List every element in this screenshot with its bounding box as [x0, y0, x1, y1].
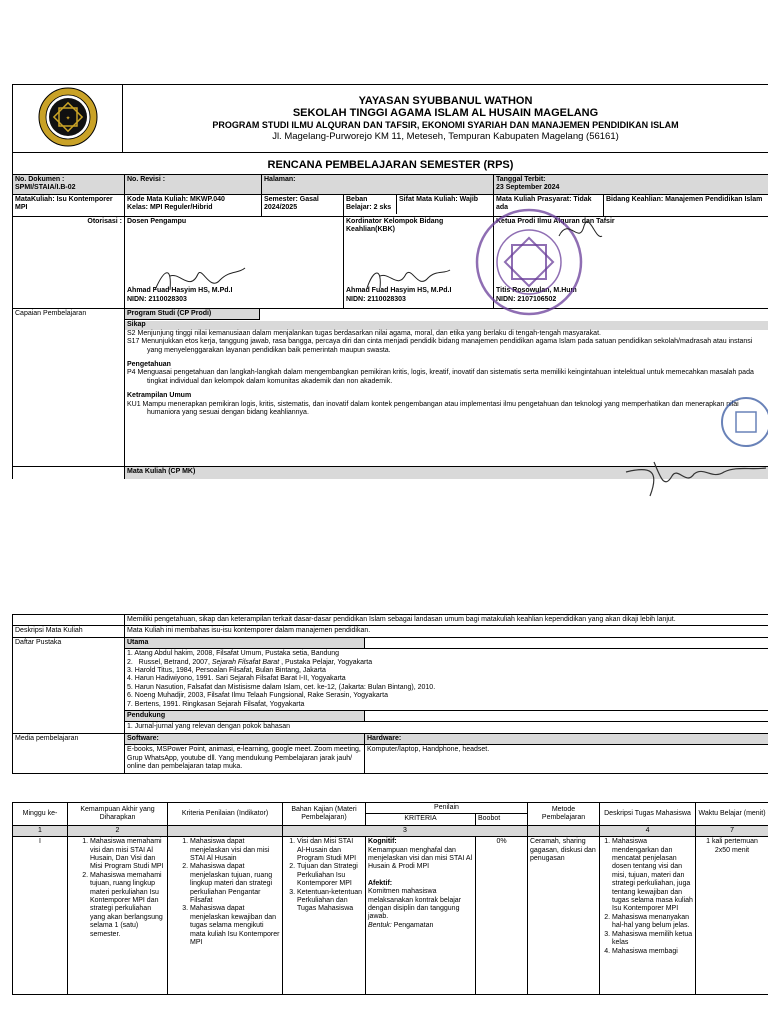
- kemampuan-item-2: 2. Mahasiswa memahami tujuan, ruang lingkup materi perkuliahan Isu Kontemporer MPI dan strategi perkuliahan yang akan berlangsung selama 1 (satu) semester.: [90, 872, 165, 939]
- koordinator-nidn: NIDN: 2110028303: [346, 295, 406, 303]
- koordinator-name: Ahmad Fuad Hasyim HS, M.Pd.I: [346, 287, 452, 295]
- rps-header-table: [12, 84, 768, 177]
- kognitif-heading: Kognitif:: [368, 838, 397, 846]
- cell-metode: Ceramah, sharing gagasan, diskusi dan penugasan: [528, 837, 600, 995]
- ketrampilan-heading: Ketrampilan Umum: [127, 392, 192, 400]
- bahan-item-2: 2. Tujuan dan Strategi Perkuliahan Isu Kontemporer MPI: [297, 863, 363, 888]
- stamp-prodi-icon: [464, 206, 604, 318]
- utama-item-5: 5. Harun Nasution, Falsafat dan Mistisisme dalam Islam, cet. ke-12, (Jakarta: Bulan Bintang), 2010.: [127, 683, 436, 691]
- cp-prodi-header: Program Studi (CP Prodi): [125, 309, 260, 320]
- dosen-label: Dosen Pengampu: [127, 218, 187, 225]
- tugas-item-4: 4. Mahasiswa membagi: [612, 948, 693, 956]
- no-dokumen-cell: [13, 175, 125, 195]
- cpmk-label-empty: [13, 615, 125, 626]
- no-dokumen-value: SPMI/STAIA/I.B-02: [15, 184, 76, 192]
- software-text: E-books, MSPower Point, animasi, e-learning, google meet. Zoom meeting, Grup WhatsApp, youtube dll. Yang mendukung Pembelajaran jarak jauh/ online dan pembelajaran tatap muka.: [125, 745, 365, 773]
- th-metode: Metode Pembelajaran: [528, 803, 600, 826]
- cp-s2: S2 Menjunjung tinggi nilai kemanusiaan dalam menjalankan tugas berdasarkan nilai agama, moral, dan etika yang berlaku di tengah-tengah masyarakat.: [127, 329, 601, 337]
- signature-koordinator-icon: [362, 262, 452, 296]
- table-row: [13, 837, 768, 995]
- utama-list: [125, 649, 768, 711]
- cp-s17: S17 Menunjukkan etos kerja, tanggung jawab, rasa bangga, percaya diri dan cinta menjadi pendidik bidang manajemen pendidikan agama Islam pada satuan pendidikan sekolah/madrasah atau instansi yang menyelenggarakan layanan pendidikan baik pemerintah maupun swasta.: [127, 338, 753, 354]
- cell-kriteria: [168, 837, 283, 995]
- signature-ketua-icon: [620, 456, 768, 500]
- kriteria-item-1: 1. Mahasiswa dapat menjelaskan visi dan misi STAI Al Husain: [190, 838, 280, 863]
- th-num-3: 3: [283, 825, 528, 836]
- utama-item-3: 3. Harold Titus, 1984, Persoalan Filsafat, Bulan Bintang, Jakarta: [127, 667, 326, 675]
- cell-bahan: [283, 837, 366, 995]
- cp-p4: P4 Menguasai pengetahuan dan langkah-langkah dalam mengembangkan pemikiran kritis, logis, kreatif, inovatif dan sistematis serta memiliki keingintahuan intelektual untuk memecahkan masalah pada tingkat individual dan kelompok dalam komunitas akademik dan non akademik.: [127, 369, 754, 385]
- matakuliah-cell: MataKuliah: Isu Kontemporer MPI: [13, 195, 125, 217]
- institution-address: Jl. Magelang-Purworejo KM 11, Meteseh, Tempuran Kabupaten Magelang (56161): [272, 131, 619, 143]
- hardware-heading: Hardware:: [365, 733, 768, 744]
- kriteria-item-3: 3. Mahasiswa dapat menjelaskan kewajiban dan tugas selama mengikuti mata kuliah Isu Kontemporer MPI: [190, 905, 280, 947]
- bahan-item-1: 1. Visi dan Misi STAI Al-Husain dan Program Studi MPI: [297, 838, 363, 863]
- pendukung-heading: Pendukung: [125, 711, 365, 722]
- bidang-cell: Bidang Keahlian: Manajemen Pendidikan Islam: [604, 195, 768, 217]
- weekly-plan-table: [12, 802, 768, 995]
- th-num-7: 7: [696, 825, 768, 836]
- th-minggu: Minggu ke-: [13, 803, 68, 826]
- kaprodi-label: Ketua Prodi Ilmu Alquran dan Tafsir: [496, 218, 615, 225]
- utama-item-4: 4. Harun Hadiwiyono, 1991. Sari Sejarah Filsafat Barat I-II, Yogyakarta: [127, 675, 346, 683]
- hardware-text: Komputer/laptop, Handphone, headset.: [365, 745, 768, 773]
- cell-bobot: 0%: [476, 837, 528, 995]
- pendukung-list: [125, 722, 768, 733]
- th-krit: KRITERIA: [366, 814, 476, 825]
- kemampuan-item-1: 1. Mahasiswa memahami visi dan misi STAI Al Husain, Dan Visi dan Misi Program Studi MPI: [90, 838, 165, 872]
- utama-heading: Utama: [125, 637, 365, 648]
- sifat-cell: Sifat Mata Kuliah: Wajib: [399, 196, 479, 203]
- logo-cell: [13, 85, 123, 153]
- tugas-item-2: 2. Mahasiswa menanyakan hal-hal yang belum jelas.: [612, 914, 693, 931]
- bahan-item-3: 3. Ketentuan-ketentuan Perkuliahan dan Tugas Mahasiswa: [297, 889, 363, 914]
- cp-ku1: KU1 Mampu menerapkan pemikiran logis, kritis, sistematis, dan inovatif dalam kontek pengembangan atau implementasi ilmu pengetahuan dan teknologi yang memperhatikan dan menerapkan nilai humaniora yang sesuai dengan bidang keahliannya.: [127, 400, 739, 417]
- bentuk-text: Pengamatan: [391, 921, 434, 929]
- th-kemampuan: Kemampuan Akhir yang Diharapkan: [68, 803, 168, 826]
- dosen-name: Ahmad Fuad Hasyim HS, M.Pd.I: [127, 287, 233, 295]
- kaprodi-name: Titis Rosowulan, M.Hum: [496, 287, 577, 295]
- th-penilaian: Penilain: [366, 803, 528, 814]
- no-revisi-cell: No. Revisi :: [125, 175, 262, 195]
- foundation-name: YAYASAN SYUBBANUL WATHON: [358, 95, 533, 108]
- tugas-item-3: 3. Mahasiswa memilih ketua kelas: [612, 931, 693, 948]
- deskripsi-label: Deskripsi Mata Kuliah: [13, 626, 125, 637]
- pengetahuan-heading: Pengetahuan: [127, 361, 171, 369]
- institution-cell: [123, 85, 768, 153]
- media-label: Media pembelajaran: [13, 733, 125, 773]
- document-title: RENCANA PEMBELAJARAN SEMESTER (RPS): [13, 153, 768, 177]
- th-waktu: Waktu Belajar (menit): [696, 803, 768, 826]
- afektif-heading: Afektif:: [368, 879, 393, 887]
- th-num-blank-a: [168, 825, 283, 836]
- tanggal-cell: [494, 175, 768, 195]
- th-num-4: 4: [600, 825, 696, 836]
- pendukung-heading-spacer: [365, 711, 768, 722]
- th-tugas: Deskripsi Tugas Mahasiswa: [600, 803, 696, 826]
- stamp-institution-icon: [716, 396, 768, 448]
- th-bahan: Bahan Kajian (Materi Pembelajaran): [283, 803, 366, 826]
- deskripsi-text: Mata Kuliah ini membahas isu-isu kontemporer dalam manajemen pendidikan.: [125, 626, 768, 637]
- utama-item-6: 6. Noeng Muhadjir, 2003, Filsafat Ilmu Telaah Fungsional, Rake Serasin, Yogyakarta: [127, 692, 388, 700]
- program-name: PROGRAM STUDI ILMU ALQURAN DAN TAFSIR, EKONOMI SYARIAH DAN MANAJEMEN PENDIDIKAN ISLAM: [212, 120, 679, 131]
- cp-label: Capaian Pembelajaran: [13, 309, 125, 467]
- cell-waktu: 1 kali pertemuan 2x50 menit: [696, 837, 768, 995]
- th-bobot: Boobot: [476, 814, 528, 825]
- th-num-blank-b: [528, 825, 600, 836]
- svg-text:✦: ✦: [64, 115, 71, 122]
- halaman-cell: Halaman:: [262, 175, 494, 195]
- beban-cell: Beban Belajar: 2 sks: [344, 195, 397, 214]
- cp-mk-spacer: [13, 467, 125, 479]
- software-heading: Software:: [125, 733, 365, 744]
- th-num-1: 1: [13, 825, 68, 836]
- cpmk-text: Memiliki pengetahuan, sikap dan keterampilan terkait dasar-dasar pendidikan Islam sebagai landasan umum bagi matakuliah keahlian kependidikan yang akan dikaji lebih lanjut.: [125, 615, 768, 626]
- th-kriteria: Kriteria Penilaian (Indikator): [168, 803, 283, 826]
- rps-info-table: [12, 174, 768, 479]
- kaprodi-nidn: NIDN: 2107106502: [496, 295, 557, 303]
- cell-kemampuan: [68, 837, 168, 995]
- pendukung-item-1: 1. Jurnal-jurnal yang relevan dengan pokok bahasan: [127, 723, 291, 731]
- koordinator-label: Kordinator Kelompok Bidang Keahlian(KBK): [346, 218, 444, 234]
- kode-cell: [125, 195, 262, 217]
- kelas-value: Kelas: MPI Reguler/Hibrid: [127, 204, 213, 212]
- pustaka-label: Daftar Pustaka: [13, 637, 125, 733]
- afektif-text: Komitmen mahasiswa melaksanakan kontrak belajar dengan disiplin dan tanggung jawab.: [368, 888, 461, 921]
- utama-item-2: 2. Russel, Betrand, 2007, Sejarah Filsafat Barat , Pustaka Pelajar, Yogyakarta: [127, 658, 373, 666]
- utama-item-1: 1. Atang Abdul hakim, 2008, Filsafat Umum, Pustaka setia, Bandung: [127, 650, 340, 658]
- cp-mk-header: Mata Kuliah (CP MK): [125, 467, 768, 479]
- tanggal-value: 23 September 2024: [496, 184, 560, 192]
- sikap-heading: Sikap: [125, 321, 768, 329]
- tanggal-label: Tanggal Terbit:: [496, 176, 546, 183]
- utama-heading-spacer: [365, 637, 768, 648]
- cell-tugas: [600, 837, 696, 995]
- kode-value: Kode Mata Kuliah: MKWP.040: [127, 196, 225, 203]
- prasyarat-cell: Mata Kuliah Prasyarat: Tidak ada: [494, 195, 604, 217]
- utama-item-7: 7. Bertens, 1991. Ringkasan Sejarah Filsafat, Yogyakarta: [127, 700, 305, 708]
- kognitif-text: Kemampuan menghafal dan menjelaskan visi dan misi STAI Al Husain & Prodi MPI: [368, 846, 473, 871]
- cell-kriteria-penilaian: [366, 837, 476, 995]
- stai-logo-icon: [32, 86, 104, 148]
- cp-content-cell: [125, 309, 768, 467]
- semester-cell: Semester: Gasal 2024/2025: [262, 195, 344, 217]
- dosen-nidn: NIDN: 2110028303: [127, 295, 187, 303]
- cell-minggu: I: [13, 837, 68, 995]
- otorisasi-label: Otorisasi :: [13, 217, 125, 309]
- th-num-2: 2: [68, 825, 168, 836]
- bentuk-heading: Bentuk:: [368, 921, 392, 929]
- school-name: SEKOLAH TINGGI AGAMA ISLAM AL HUSAIN MAGELANG: [292, 107, 599, 120]
- signature-dosen-icon: [150, 262, 250, 298]
- rps-detail-table: [12, 614, 768, 774]
- no-dokumen-label: No. Dokumen :: [15, 176, 65, 183]
- kriteria-item-2: 2. Mahasiswa dapat menjelaskan tujuan, ruang lingkup materi dan strategi perkuliahan Pengantar Filsafat: [190, 863, 280, 905]
- tugas-item-1: 1. Mahasiswa mendengarkan dan mencatat penjelasan dosen tentang visi dan misi, tujuan, materi dan strategi perkuliahan, juga tentang kewajiban dan tugas selama masa kuliah Isu Kontemporer MPI: [612, 838, 693, 914]
